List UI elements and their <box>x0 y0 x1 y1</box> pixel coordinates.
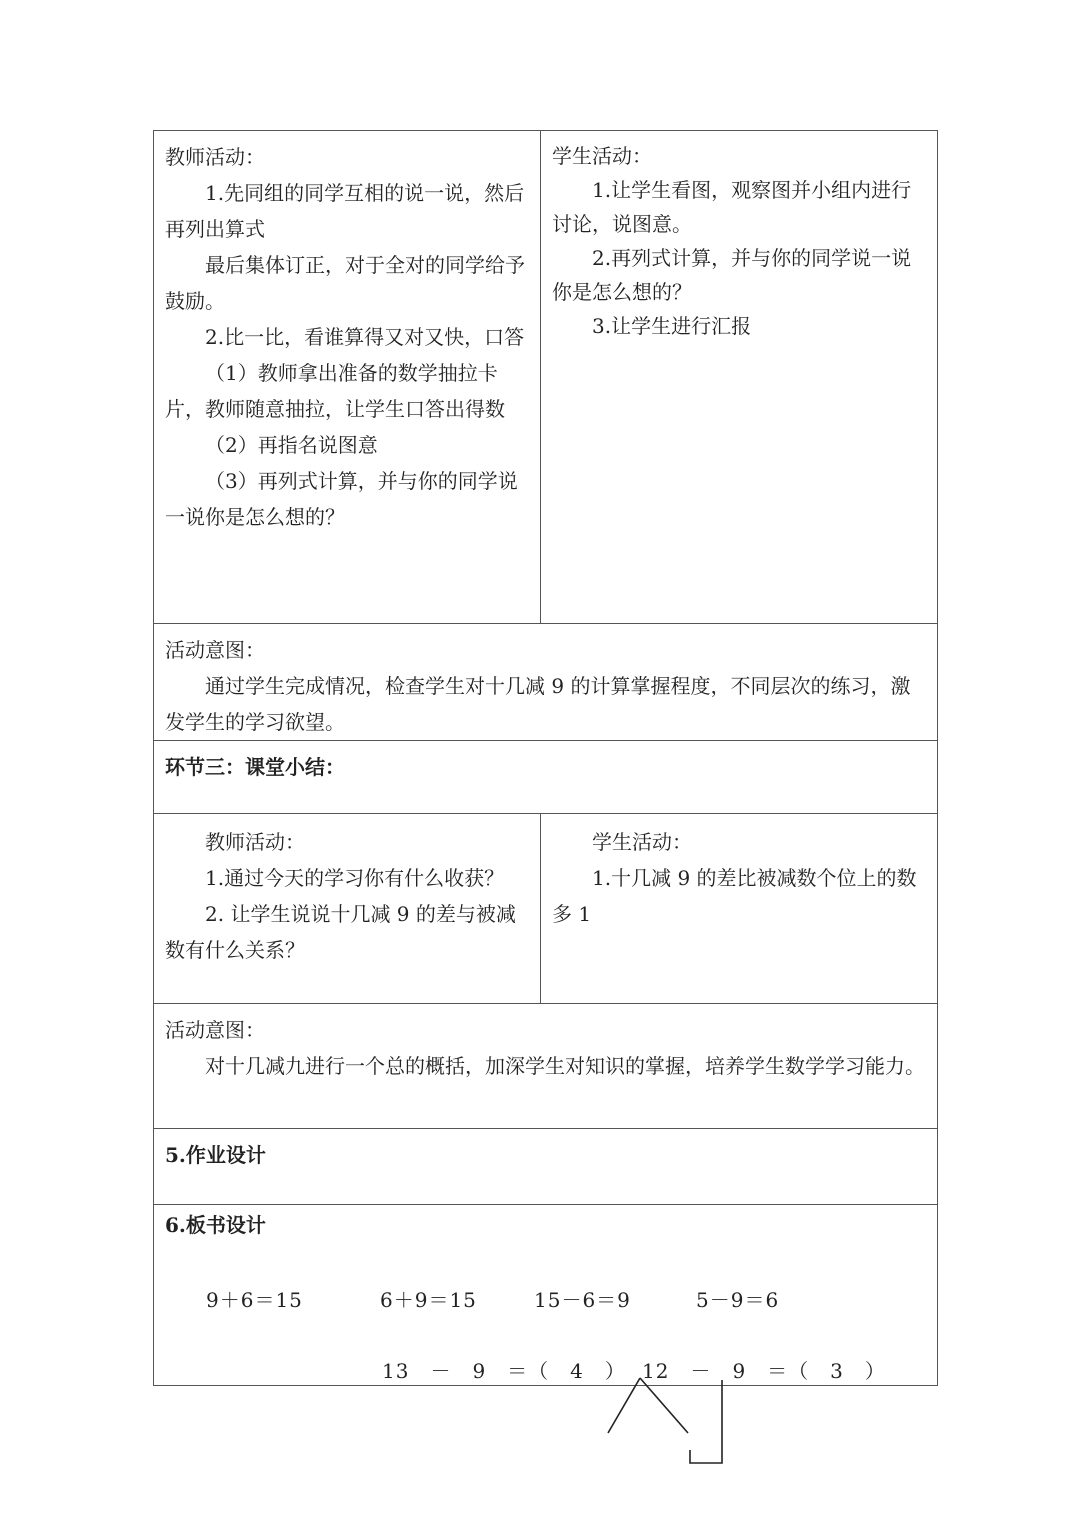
activity-intent-title: 活动意图： <box>165 1018 265 1042</box>
board-design-row <box>154 1205 938 1386</box>
section-three-row <box>154 741 938 814</box>
teacher-activity-item: 2. 让学生说说十几减 9 的差与被减数有什么关系？ <box>165 902 516 962</box>
teacher-activity-item: 最后集体订正，对于全对的同学给予鼓励。 <box>165 253 525 313</box>
section-three-title: 环节三：课堂小结： <box>165 755 345 779</box>
homework-cell <box>154 1129 938 1205</box>
teacher-activity-cell <box>154 131 541 624</box>
section-three-cell <box>154 741 938 814</box>
activity-row-2 <box>154 814 938 1004</box>
activity-intent-title: 活动意图： <box>165 638 265 662</box>
teacher-activity-item: （3）再列式计算，并与你的同学说一说你是怎么想的？ <box>165 469 518 529</box>
activity-row-1 <box>154 131 938 624</box>
student-activity-title: 学生活动： <box>592 830 692 854</box>
teacher-activity-item: （1）教师拿出准备的数学抽拉卡片，教师随意抽拉，让学生口答出得数 <box>165 361 505 421</box>
decomposition-diagram <box>600 1375 740 1475</box>
teacher-activity-title: 教师活动： <box>205 830 305 854</box>
board-design-cell <box>154 1205 938 1386</box>
board-equation: 6＋9＝15 <box>380 1288 477 1312</box>
bracket-line <box>690 1380 722 1463</box>
board-problem: 12 － 9 ＝（ 3 ） <box>642 1359 886 1383</box>
student-activity-cell <box>541 814 938 1004</box>
activity-intent-cell <box>154 624 938 741</box>
activity-intent-text: 对十几减九进行一个总的概括，加深学生对知识的掌握，培养学生数学学习能力。 <box>205 1054 925 1078</box>
activity-intent-cell <box>154 1004 938 1129</box>
teacher-activity-item: 2.比一比，看谁算得又对又快，口答 <box>205 325 525 349</box>
student-activity-item: 2.再列式计算，并与你的同学说一说你是怎么想的？ <box>552 246 912 304</box>
activity-intent-row-1 <box>154 624 938 741</box>
board-problem: 13 － 9 ＝（ 4 ） <box>382 1359 626 1383</box>
homework-row <box>154 1129 938 1205</box>
teacher-activity-cell <box>154 814 541 1004</box>
board-design-title: 6.板书设计 <box>165 1213 266 1237</box>
teacher-activity-item: 1.通过今天的学习你有什么收获？ <box>205 866 505 890</box>
lesson-plan-table <box>153 130 938 1386</box>
student-activity-item: 1.十几减 9 的差比被减数个位上的数多 1 <box>552 866 917 926</box>
activity-intent-text: 通过学生完成情况，检查学生对十几减 9 的计算掌握程度，不同层次的练习，激发学生的学习欲望。 <box>165 674 911 734</box>
teacher-activity-item: 1.先同组的同学互相的说一说，然后再列出算式 <box>165 181 525 241</box>
split-line-left <box>608 1378 640 1433</box>
board-equation: 15－6＝9 <box>534 1288 631 1312</box>
teacher-activity-title: 教师活动： <box>165 145 265 169</box>
board-equation: 5－9＝6 <box>696 1288 780 1312</box>
student-activity-cell <box>541 131 938 624</box>
teacher-activity-item: （2）再指名说图意 <box>205 433 378 457</box>
student-activity-item: 1.让学生看图，观察图并小组内进行讨论，说图意。 <box>552 178 912 236</box>
board-equation: 9＋6＝15 <box>206 1288 303 1312</box>
student-activity-item: 3.让学生进行汇报 <box>592 314 752 338</box>
activity-intent-row-2 <box>154 1004 938 1129</box>
split-line-right <box>640 1378 688 1433</box>
student-activity-title: 学生活动： <box>552 144 652 168</box>
homework-title: 5.作业设计 <box>165 1143 266 1167</box>
